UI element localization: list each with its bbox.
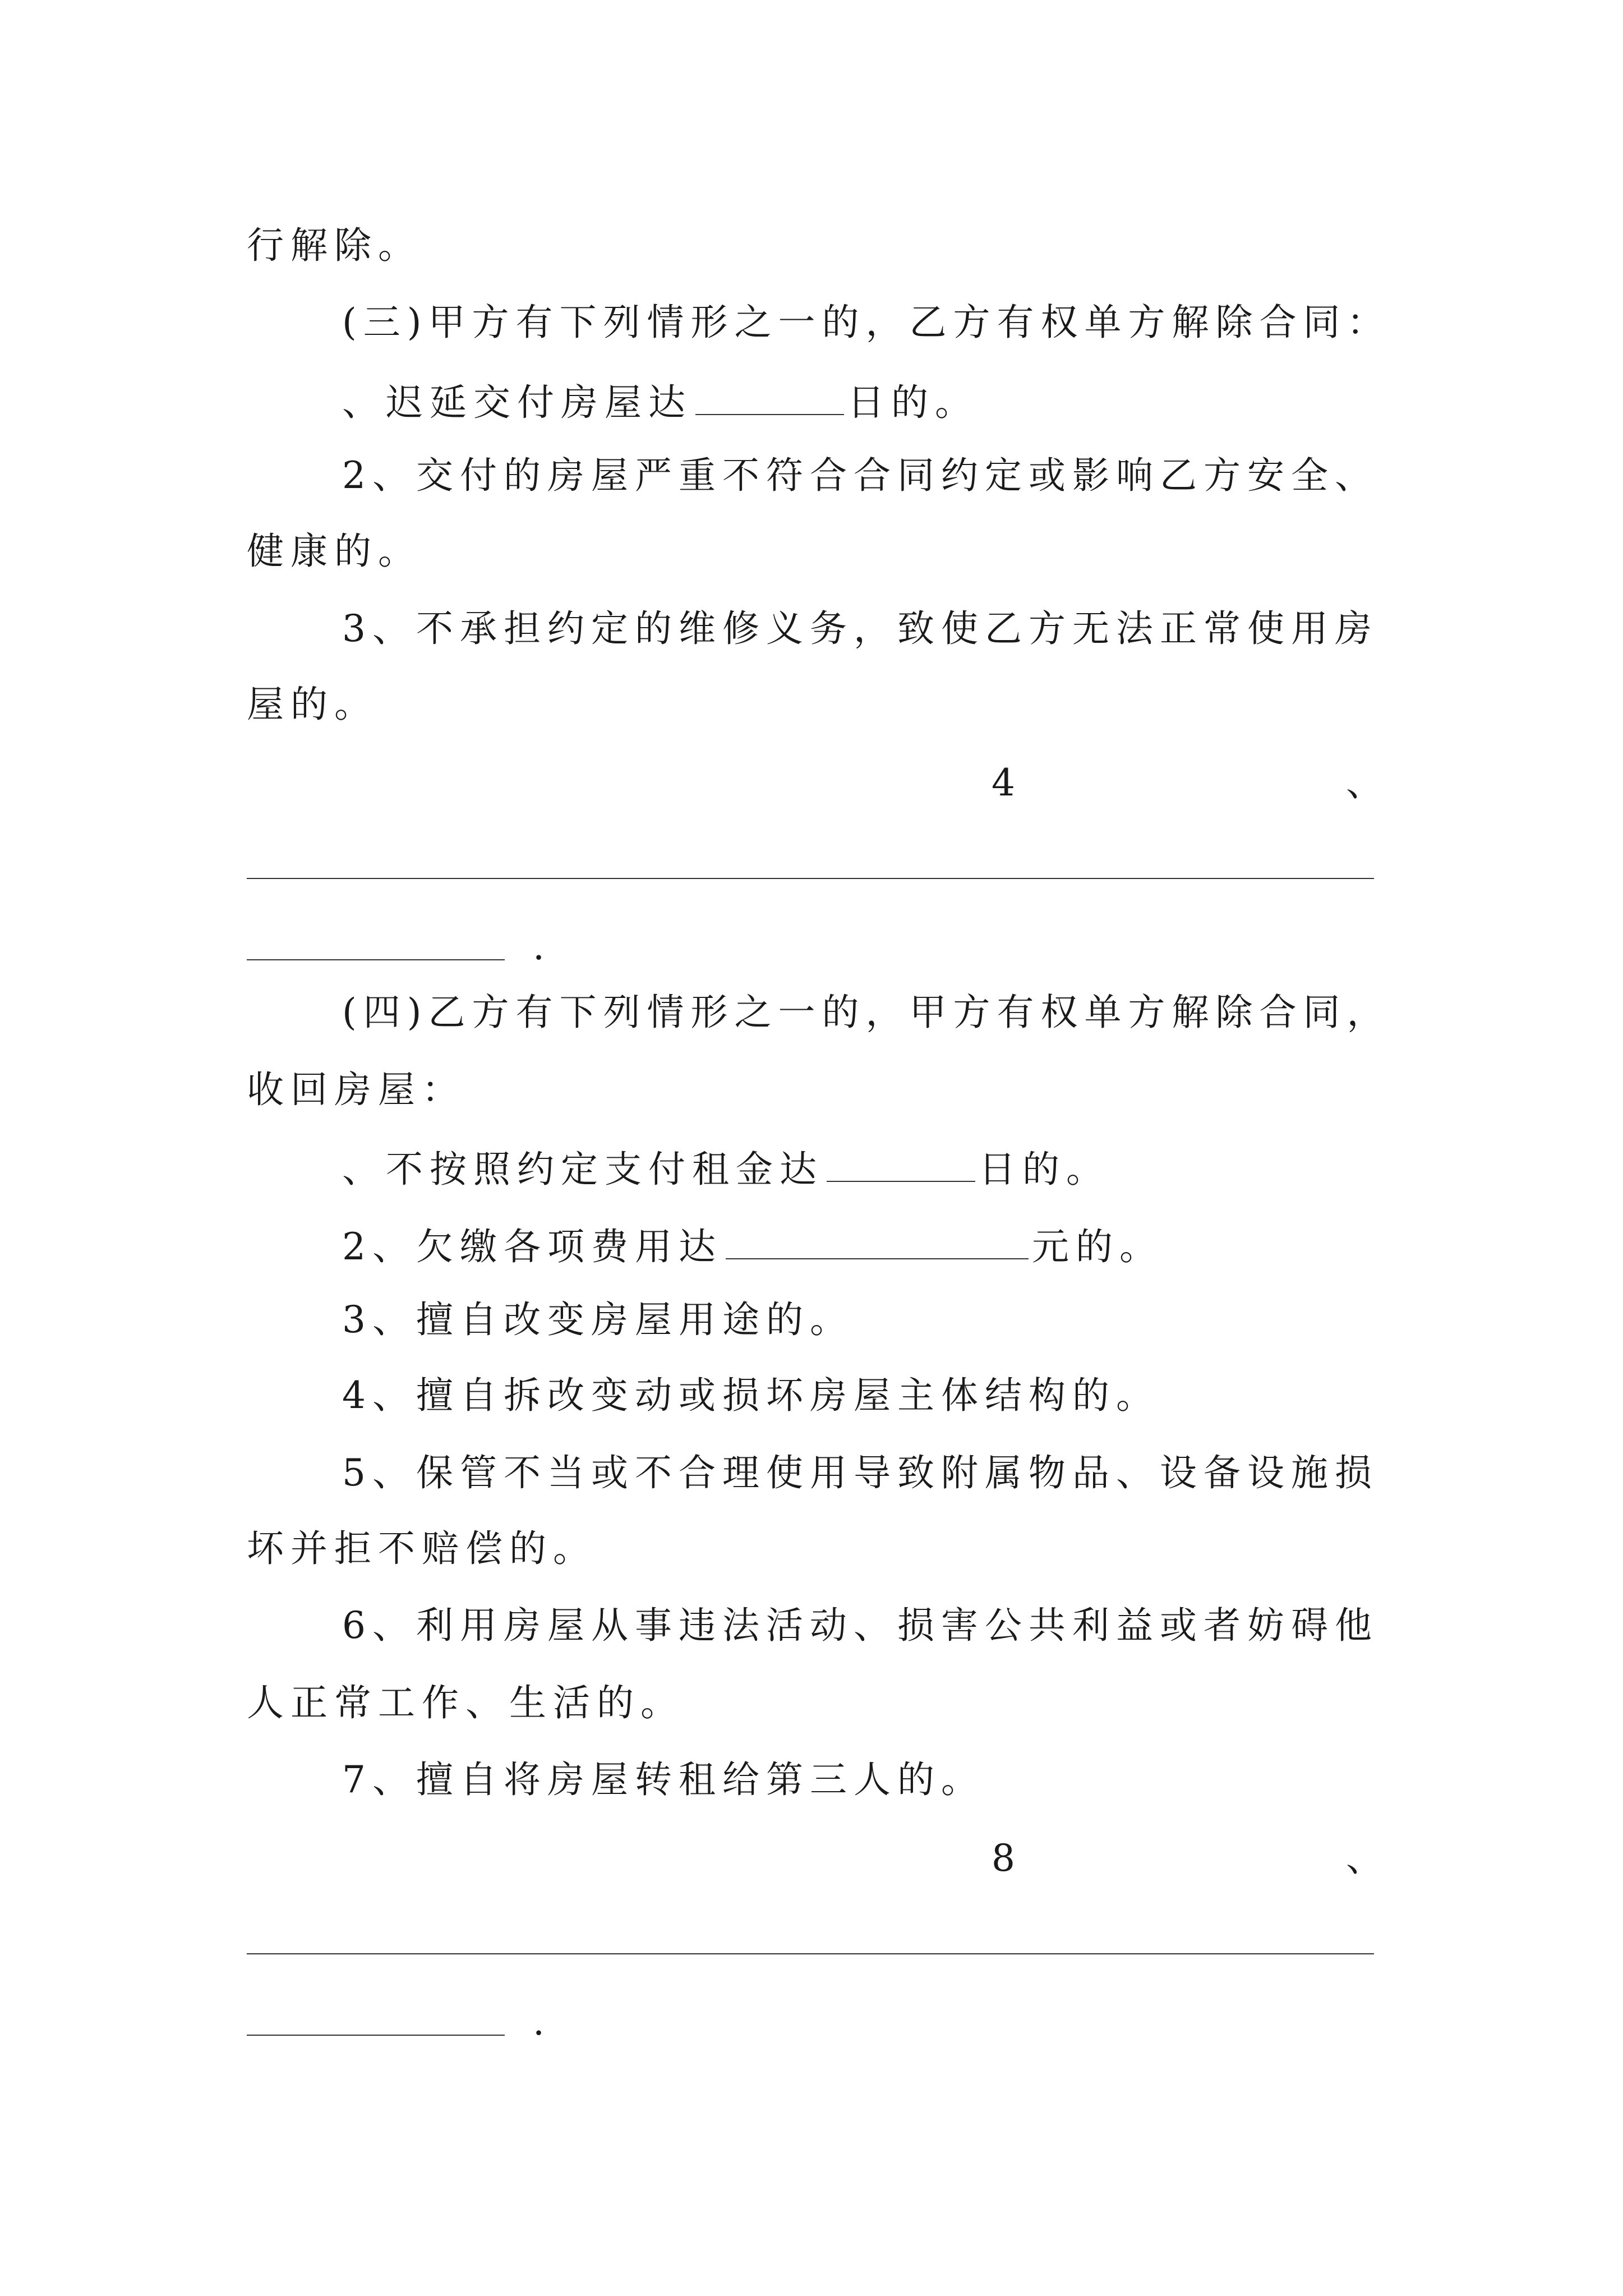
clause-text: 日的。 [979, 1148, 1110, 1191]
clause-text: 、迟延交付房屋达 [342, 381, 692, 424]
clause-text: 日的。 [847, 381, 979, 424]
fill-blank[interactable] [695, 380, 844, 415]
clause-item: 2、交付的房屋严重不符合合同约定或影响乙方安全、 [342, 454, 1378, 497]
item-number: 4 [992, 761, 1015, 804]
clause-item-cont: 坏并拒不赔偿的。 [247, 1527, 597, 1570]
clause-text: 元的。 [1032, 1225, 1163, 1268]
fill-blank-line[interactable] [247, 878, 1374, 879]
fill-blank[interactable] [726, 1225, 1029, 1259]
clause-heading-4: (四)乙方有下列情形之一的，甲方有权单方解除合同， [342, 991, 1391, 1034]
clause-item: 3、不承担约定的维修义务，致使乙方无法正常使用房 [342, 607, 1378, 650]
clause-item: 5、保管不当或不合理使用导致附属物品、设备设施损 [342, 1451, 1378, 1494]
clause-item: 7、擅自将房屋转租给第三人的。 [342, 1758, 985, 1801]
item-end-mark: . [533, 2000, 545, 2044]
clause-item: 3、擅自改变房屋用途的。 [342, 1298, 854, 1341]
clause-item [342, 1147, 1376, 1191]
item-separator: 、 [1346, 761, 1383, 804]
clause-item [342, 380, 1376, 424]
clause-item-cont: 人正常工作、生活的。 [247, 1681, 684, 1724]
clause-text: 、不按照约定支付租金达 [342, 1148, 823, 1191]
clause-item-cont: 健康的。 [247, 530, 422, 573]
clause-heading-cont: 收回房屋： [247, 1068, 465, 1111]
fill-blank-line[interactable] [247, 959, 505, 960]
paragraph-line: 行解除。 [247, 224, 422, 267]
item-number: 8 [992, 1837, 1015, 1880]
clause-item: 4、擅自拆改变动或损坏房屋主体结构的。 [342, 1374, 1160, 1417]
clause-item-cont: 屋的。 [247, 683, 378, 726]
item-separator: 、 [1346, 1837, 1383, 1880]
fill-blank-line[interactable] [247, 2035, 505, 2036]
fill-blank-line[interactable] [247, 1953, 1374, 1954]
clause-heading-3: (三)甲方有下列情形之一的，乙方有权单方解除合同： [342, 301, 1391, 344]
item-end-mark: . [533, 925, 545, 968]
clause-item [342, 1225, 1376, 1266]
clause-text: 2、欠缴各项费用达 [342, 1225, 722, 1268]
fill-blank[interactable] [827, 1147, 975, 1182]
clause-item: 6、利用房屋从事违法活动、损害公共利益或者妨碍他 [342, 1604, 1378, 1647]
